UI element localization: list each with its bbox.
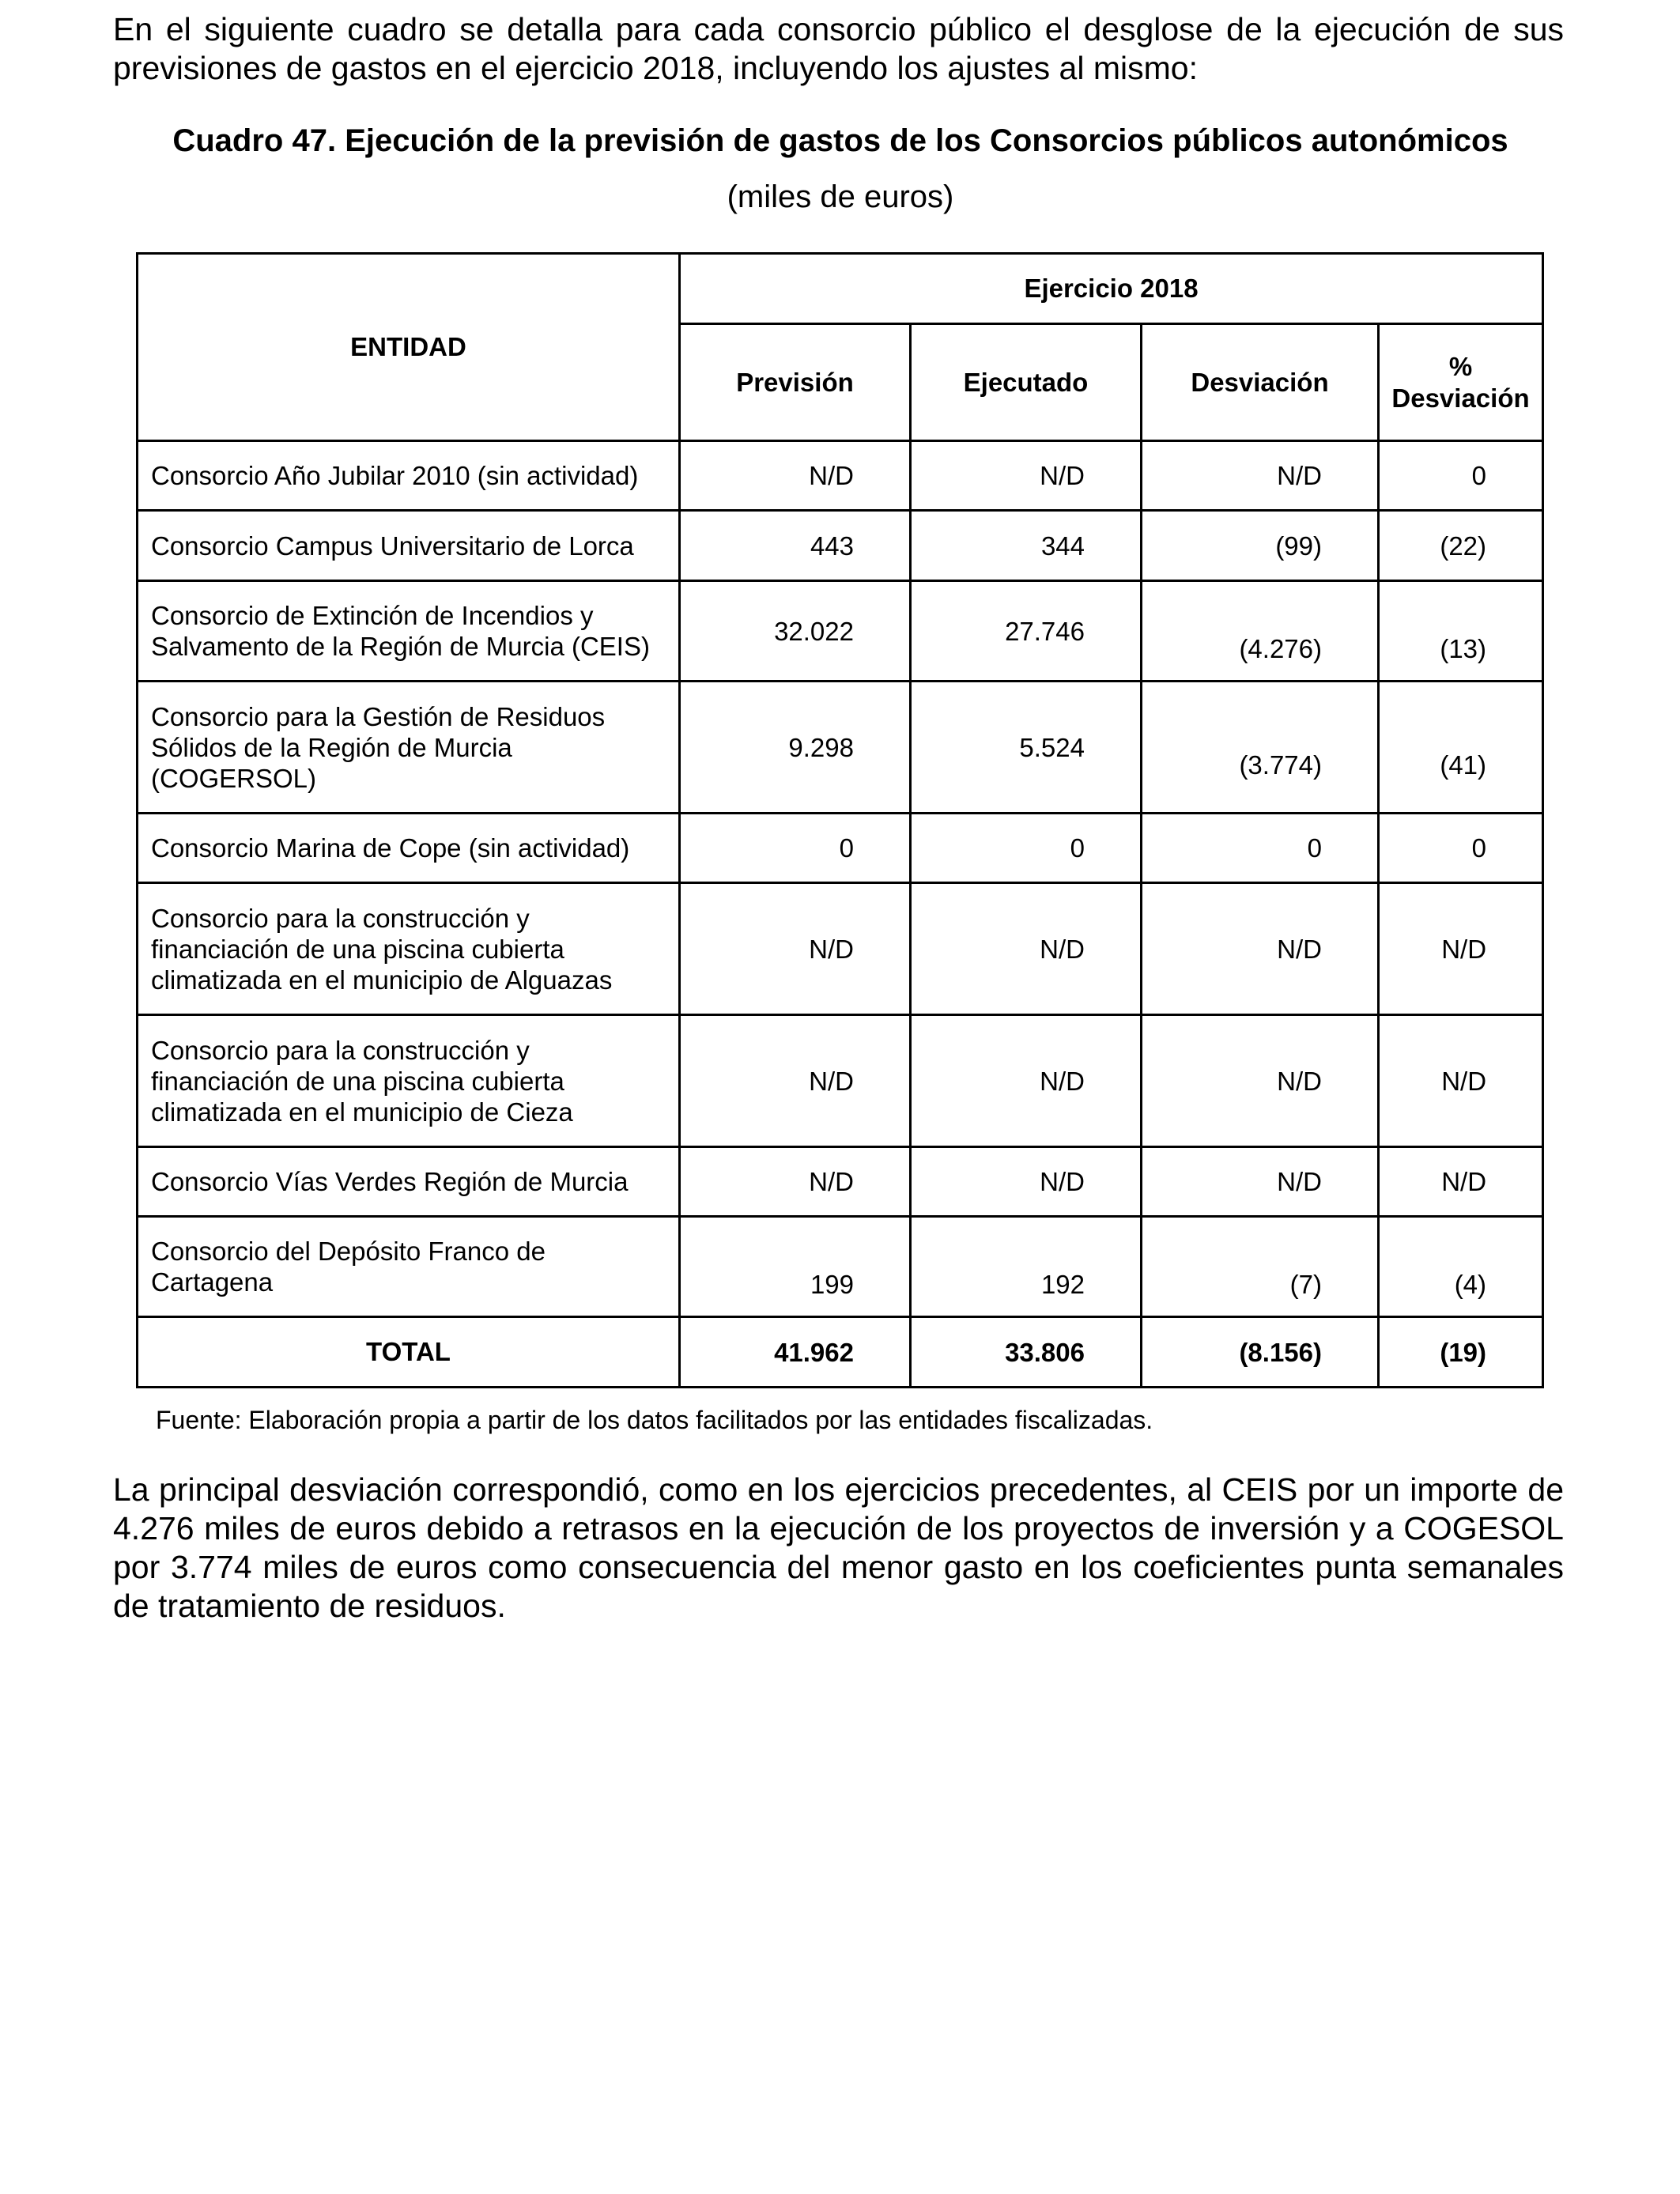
cell-prevision: N/D [680,1147,911,1217]
cell-pct-desviacion: N/D [1379,1147,1543,1217]
table-row [138,814,1543,883]
cell-prevision: 0 [680,814,911,883]
header-desviacion: Desviación [1142,324,1379,441]
cell-pct-desviacion: 0 [1379,814,1543,883]
cell-desviacion: (7) [1142,1217,1379,1317]
intro-paragraph: En el siguiente cuadro se detalla para cada consorcio público el desglose de la ejecución de sus previsiones de gastos en el ejercicio 2018, incluyendo los ajustes al mismo: [113,11,1564,86]
header-prevision: Previsión [680,324,911,441]
cell-entidad: Consorcio para la Gestión de Residuos Sólidos de la Región de Murcia (COGERSOL) [138,682,680,814]
cell-ejecutado: N/D [911,441,1142,511]
cell-ejecutado: N/D [911,883,1142,1015]
cell-ejecutado: 0 [911,814,1142,883]
table-row [138,581,1543,682]
cell-prevision: 9.298 [680,682,911,814]
table-row [138,511,1543,581]
cell-ejecutado: 5.524 [911,682,1142,814]
cell-entidad: Consorcio Marina de Cope (sin actividad) [138,814,680,883]
cell-pct-desviacion: (22) [1379,511,1543,581]
cell-prevision: 199 [680,1217,911,1317]
table-total-row [138,1317,1543,1388]
cell-entidad: Consorcio Vías Verdes Región de Murcia [138,1147,680,1217]
cell-ejecutado: 27.746 [911,581,1142,682]
cell-prevision: 443 [680,511,911,581]
cell-entidad: Consorcio del Depósito Franco de Cartagena [138,1217,680,1317]
cell-entidad: Consorcio de Extinción de Incendios y Salvamento de la Región de Murcia (CEIS) [138,581,680,682]
cell-total-label: TOTAL [138,1317,680,1388]
cell-ejecutado: N/D [911,1015,1142,1147]
header-ejecutado: Ejecutado [911,324,1142,441]
table-caption-title: Cuadro 47. Ejecución de la previsión de gastos de los Consorcios públicos autonómicos [172,123,1508,158]
source-note: Fuente: Elaboración propia a partir de los datos facilitados por las entidades fiscalizadas. [156,1406,1153,1434]
cell-total-ejecutado: 33.806 [911,1317,1142,1388]
cell-desviacion: 0 [1142,814,1379,883]
cell-desviacion: N/D [1142,1015,1379,1147]
table-row [138,1147,1543,1217]
table-row [138,1217,1543,1317]
cell-pct-desviacion: (13) [1379,581,1543,682]
cell-total-pct-desviacion: (19) [1379,1317,1543,1388]
cell-pct-desviacion: (41) [1379,682,1543,814]
cell-entidad: Consorcio Año Jubilar 2010 (sin actividad) [138,441,680,511]
cell-ejecutado: 344 [911,511,1142,581]
header-pct-desviacion: % Desviación [1379,324,1543,441]
cell-desviacion: (3.774) [1142,682,1379,814]
table-row [138,441,1543,511]
table-row [138,682,1543,814]
cell-prevision: 32.022 [680,581,911,682]
cell-desviacion: N/D [1142,441,1379,511]
cell-desviacion: N/D [1142,883,1379,1015]
cell-pct-desviacion: N/D [1379,883,1543,1015]
cell-ejecutado: 192 [911,1217,1142,1317]
cell-pct-desviacion: 0 [1379,441,1543,511]
cell-pct-desviacion: (4) [1379,1217,1543,1317]
cell-ejecutado: N/D [911,1147,1142,1217]
cell-entidad: Consorcio para la construcción y financiación de una piscina cubierta climatizada en el municipio de Cieza [138,1015,680,1147]
cell-desviacion: (99) [1142,511,1379,581]
cell-total-prevision: 41.962 [680,1317,911,1388]
table-row [138,1015,1543,1147]
cell-prevision: N/D [680,441,911,511]
expense-execution-table [136,252,1544,1388]
cell-entidad: Consorcio Campus Universitario de Lorca [138,511,680,581]
table-caption-subtitle: (miles de euros) [727,179,954,214]
header-entidad: ENTIDAD [138,254,680,441]
cell-entidad: Consorcio para la construcción y financiación de una piscina cubierta climatizada en el municipio de Alguazas [138,883,680,1015]
cell-total-desviacion: (8.156) [1142,1317,1379,1388]
table-row [138,883,1543,1015]
cell-pct-desviacion: N/D [1379,1015,1543,1147]
cell-desviacion: (4.276) [1142,581,1379,682]
cell-prevision: N/D [680,883,911,1015]
header-ejercicio-2018: Ejercicio 2018 [680,254,1543,324]
closing-paragraph: La principal desviación correspondió, como en los ejercicios precedentes, al CEIS por un importe de 4.276 miles de euros debido a retrasos en la ejecución de los proyectos de inversión y a COGESOL por 3.774 miles de euros como consecuencia del menor gasto en los coeficientes punta semanales de tratamiento de residuos. [113,1471,1564,1624]
cell-desviacion: N/D [1142,1147,1379,1217]
cell-prevision: N/D [680,1015,911,1147]
